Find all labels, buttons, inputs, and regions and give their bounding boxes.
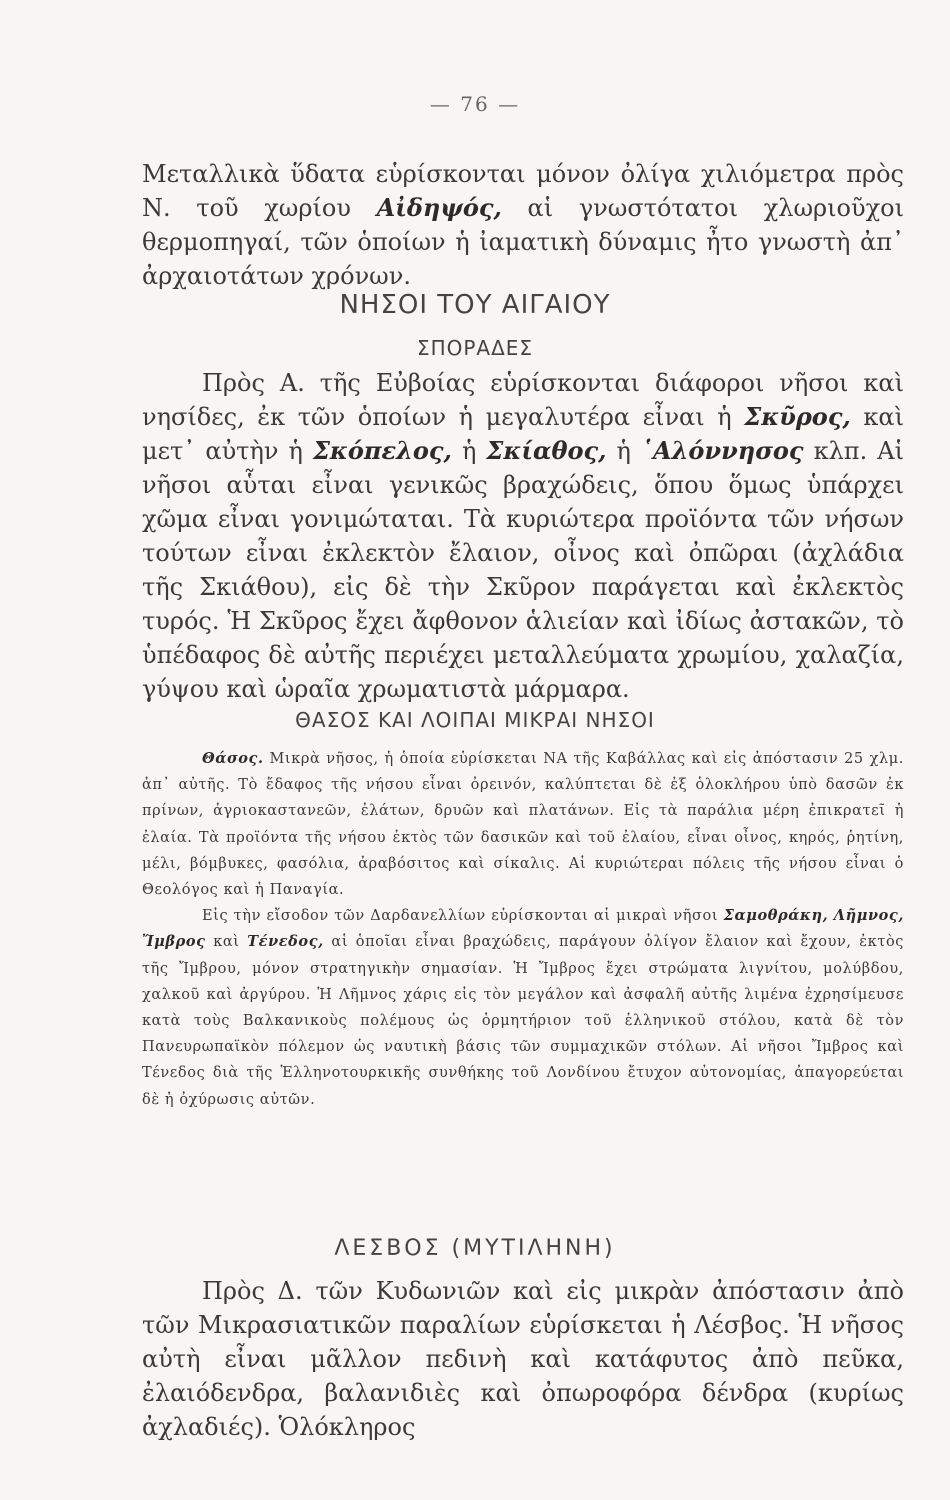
- place-alonnisos: ῾Αλόννησος: [640, 436, 804, 465]
- thasos-text: Μικρὰ νῆσος, ἡ ὁποία εὑρίσκεται ΝΑ τῆς Καβάλλας καὶ εἰς ἀπόστασιν 25 χλμ. ἀπ᾽ αὐτῆς. Τὸ ἔδαφος τῆς νήσου εἶναι ὀρεινόν, καλύπτεται δὲ ἐξ ὁλοκλήρου ὑπὸ δασῶν ἐκ πρίνων, ἀγριοκαστανεῶν, ἐλάτων, δρυῶν καὶ πλατάνων. Εἰς τὰ παράλια μέρη ἐπικρατεῖ ἡ ἐλαία. Τὰ προϊόντα τῆς νήσου ἐκτὸς τῶν δασικῶν καὶ τοῦ ἐλαίου, εἶναι οἶνος, κηρός, ῥητίνη, μέλι, βόμβυκες, φασόλια, ἀραβόσιτος καὶ σίκαλις. Αἱ κυριώτεραι πόλεις τῆς νήσου εἶναι ὁ Θεολόγος καὶ ἡ Παναγία.: [142, 751, 904, 899]
- thasos-paragraph: [142, 746, 904, 903]
- sporades-text-5: κλπ. Αἱ νῆσοι αὗται εἶναι γενικῶς βραχώδεις, ὅπου ὅμως ὑπάρχει χῶμα εἶναι γονιμώταται. Τὰ κυριώτερα προϊόντα τῶν νήσων τούτων εἶναι ἐκλεκτὸν ἔλαιον, οἶνος καὶ ὀπῶραι (ἀχλάδια τῆς Σκιάθου), εἰς δὲ τὴν Σκῦρον παράγεται καὶ ἐκλεκτὸς τυρός. Ἡ Σκῦρος ἔχει ἄφθονον ἁλιείαν καὶ ἰδίως ἀστακῶν, τὸ ὑπέδαφος δὲ αὐτῆς περιέχει μεταλλεύματα χρωμίου, χαλαζία, γύψου καὶ ὡραῖα χρωματιστὰ μάρμαρα.: [142, 437, 905, 703]
- small-islands-text-4: καὶ: [205, 934, 248, 951]
- thasos-section: [142, 746, 904, 1113]
- place-samothraki: Σαμοθράκη,: [723, 907, 829, 925]
- section-title-lesvos: ΛΕΣΒΟΣ (ΜΥΤΙΛΗΝΗ): [334, 1236, 616, 1261]
- intro-paragraph: [142, 157, 904, 293]
- intro-text-2: αἱ γνωστότατοι χλωριοῦχοι θερμοπηγαί, τῶν ὁποίων ἡ ἰαματικὴ δύναμις ἦτο γνωστὴ ἀπ᾽ ἀρχαιοτάτων χρόνων.: [142, 194, 904, 290]
- lesvos-text: Πρὸς Δ. τῶν Κυδωνιῶν καὶ εἰς μικρὰν ἀπόστασιν ἀπὸ τῶν Μικρασιατικῶν παραλίων εὑρίσκεται ἡ Λέσβος. Ἡ νῆσος αὐτὴ εἶναι μᾶλλον πεδινὴ καὶ κατάφυτος ἀπὸ πεῦκα, ἐλαιόδενδρα, βαλανιδιὲς καὶ ὀπωροφόρα δένδρα (κυρίως ἀχλαδιές). Ὁλόκληρος: [142, 1277, 904, 1441]
- place-skiathos: Σκίαθος,: [486, 436, 607, 465]
- sporades-text-4: ἡ: [606, 437, 641, 465]
- sporades-text-1: Πρὸς Α. τῆς Εὐβοίας εὑρίσκονται διάφοροι νῆσοι καὶ νησίδες, ἐκ τῶν ὁποίων ἡ μεγαλυτέρα εἶναι ἡ: [142, 369, 904, 431]
- place-skyros: Σκῦρος,: [744, 402, 851, 431]
- section-title-thasos: ΘΑΣΟΣ ΚΑΙ ΛΟΙΠΑΙ ΜΙΚΡΑΙ ΝΗΣΟΙ: [295, 708, 655, 732]
- place-limnos: Λῆμνος,: [833, 907, 904, 925]
- sporades-text-2: καὶ μετ᾽ αὐτὴν ἡ: [142, 403, 904, 465]
- place-aidipsos: Αἰδηψός,: [376, 193, 502, 222]
- place-thasos: Θάσος.: [202, 750, 264, 767]
- small-islands-paragraph: [142, 903, 904, 1113]
- section-subtitle-sporades: ΣΠΟΡΑΔΕΣ: [416, 336, 534, 360]
- section-title-aegean: ΝΗΣΟΙ ΤΟΥ ΑΙΓΑΙΟΥ: [339, 290, 611, 320]
- sporades-text-3: ἡ: [451, 437, 487, 465]
- place-imvros: Ἴμβρος: [142, 933, 206, 951]
- small-islands-text-5: αἱ ὁποῖαι εἶναι βραχώδεις, παράγουν ὀλίγον ἔλαιον καὶ ἔχουν, ἐκτὸς τῆς Ἴμβρου, μόνον στρατηγικὴν σημασίαν. Ἡ Ἴμβρος ἔχει στρώματα λιγνίτου, μολύβδου, χαλκοῦ καὶ ἀργύρου. Ἡ Λῆμνος χάρις εἰς τὸν μεγάλον καὶ ἀσφαλῆ αὐτῆς λιμένα ἐχρησίμευσε κατὰ τοὺς Βαλκανικοὺς πολέμους ὡς ὁρμητήριον τοῦ ἑλληνικοῦ στόλου, κατὰ δὲ τὸν Πανευρωπαϊκὸν πόλεμον ὡς ναυτικὴ βάσις τῶν συμμαχικῶν στόλων. Αἱ νῆσοι Ἴμβρος καὶ Τένεδος διὰ τῆς Ἑλληνοτουρκικῆς συνθήκης τοῦ Λονδίνου ἔτυχον αὐτονομίας, ἀπαγορεύεται δὲ ἡ ὀχύρωσις αὐτῶν.: [142, 934, 904, 1108]
- place-skopelos: Σκόπελος,: [312, 436, 452, 465]
- intro-text-1: Μεταλλικὰ ὕδατα εὑρίσκονται μόνον ὀλίγα χιλιόμετρα πρὸς Ν. τοῦ χωρίου: [142, 160, 904, 222]
- lesvos-paragraph: [142, 1274, 904, 1444]
- page-number: — 76 —: [429, 92, 521, 116]
- place-tenedos: Τένεδος,: [247, 933, 324, 951]
- sporades-paragraph: [142, 366, 904, 706]
- small-islands-text-1: Εἰς τὴν εἴσοδον τῶν Δαρδανελλίων εὑρίσκονται αἱ μικραὶ νῆσοι: [202, 908, 724, 925]
